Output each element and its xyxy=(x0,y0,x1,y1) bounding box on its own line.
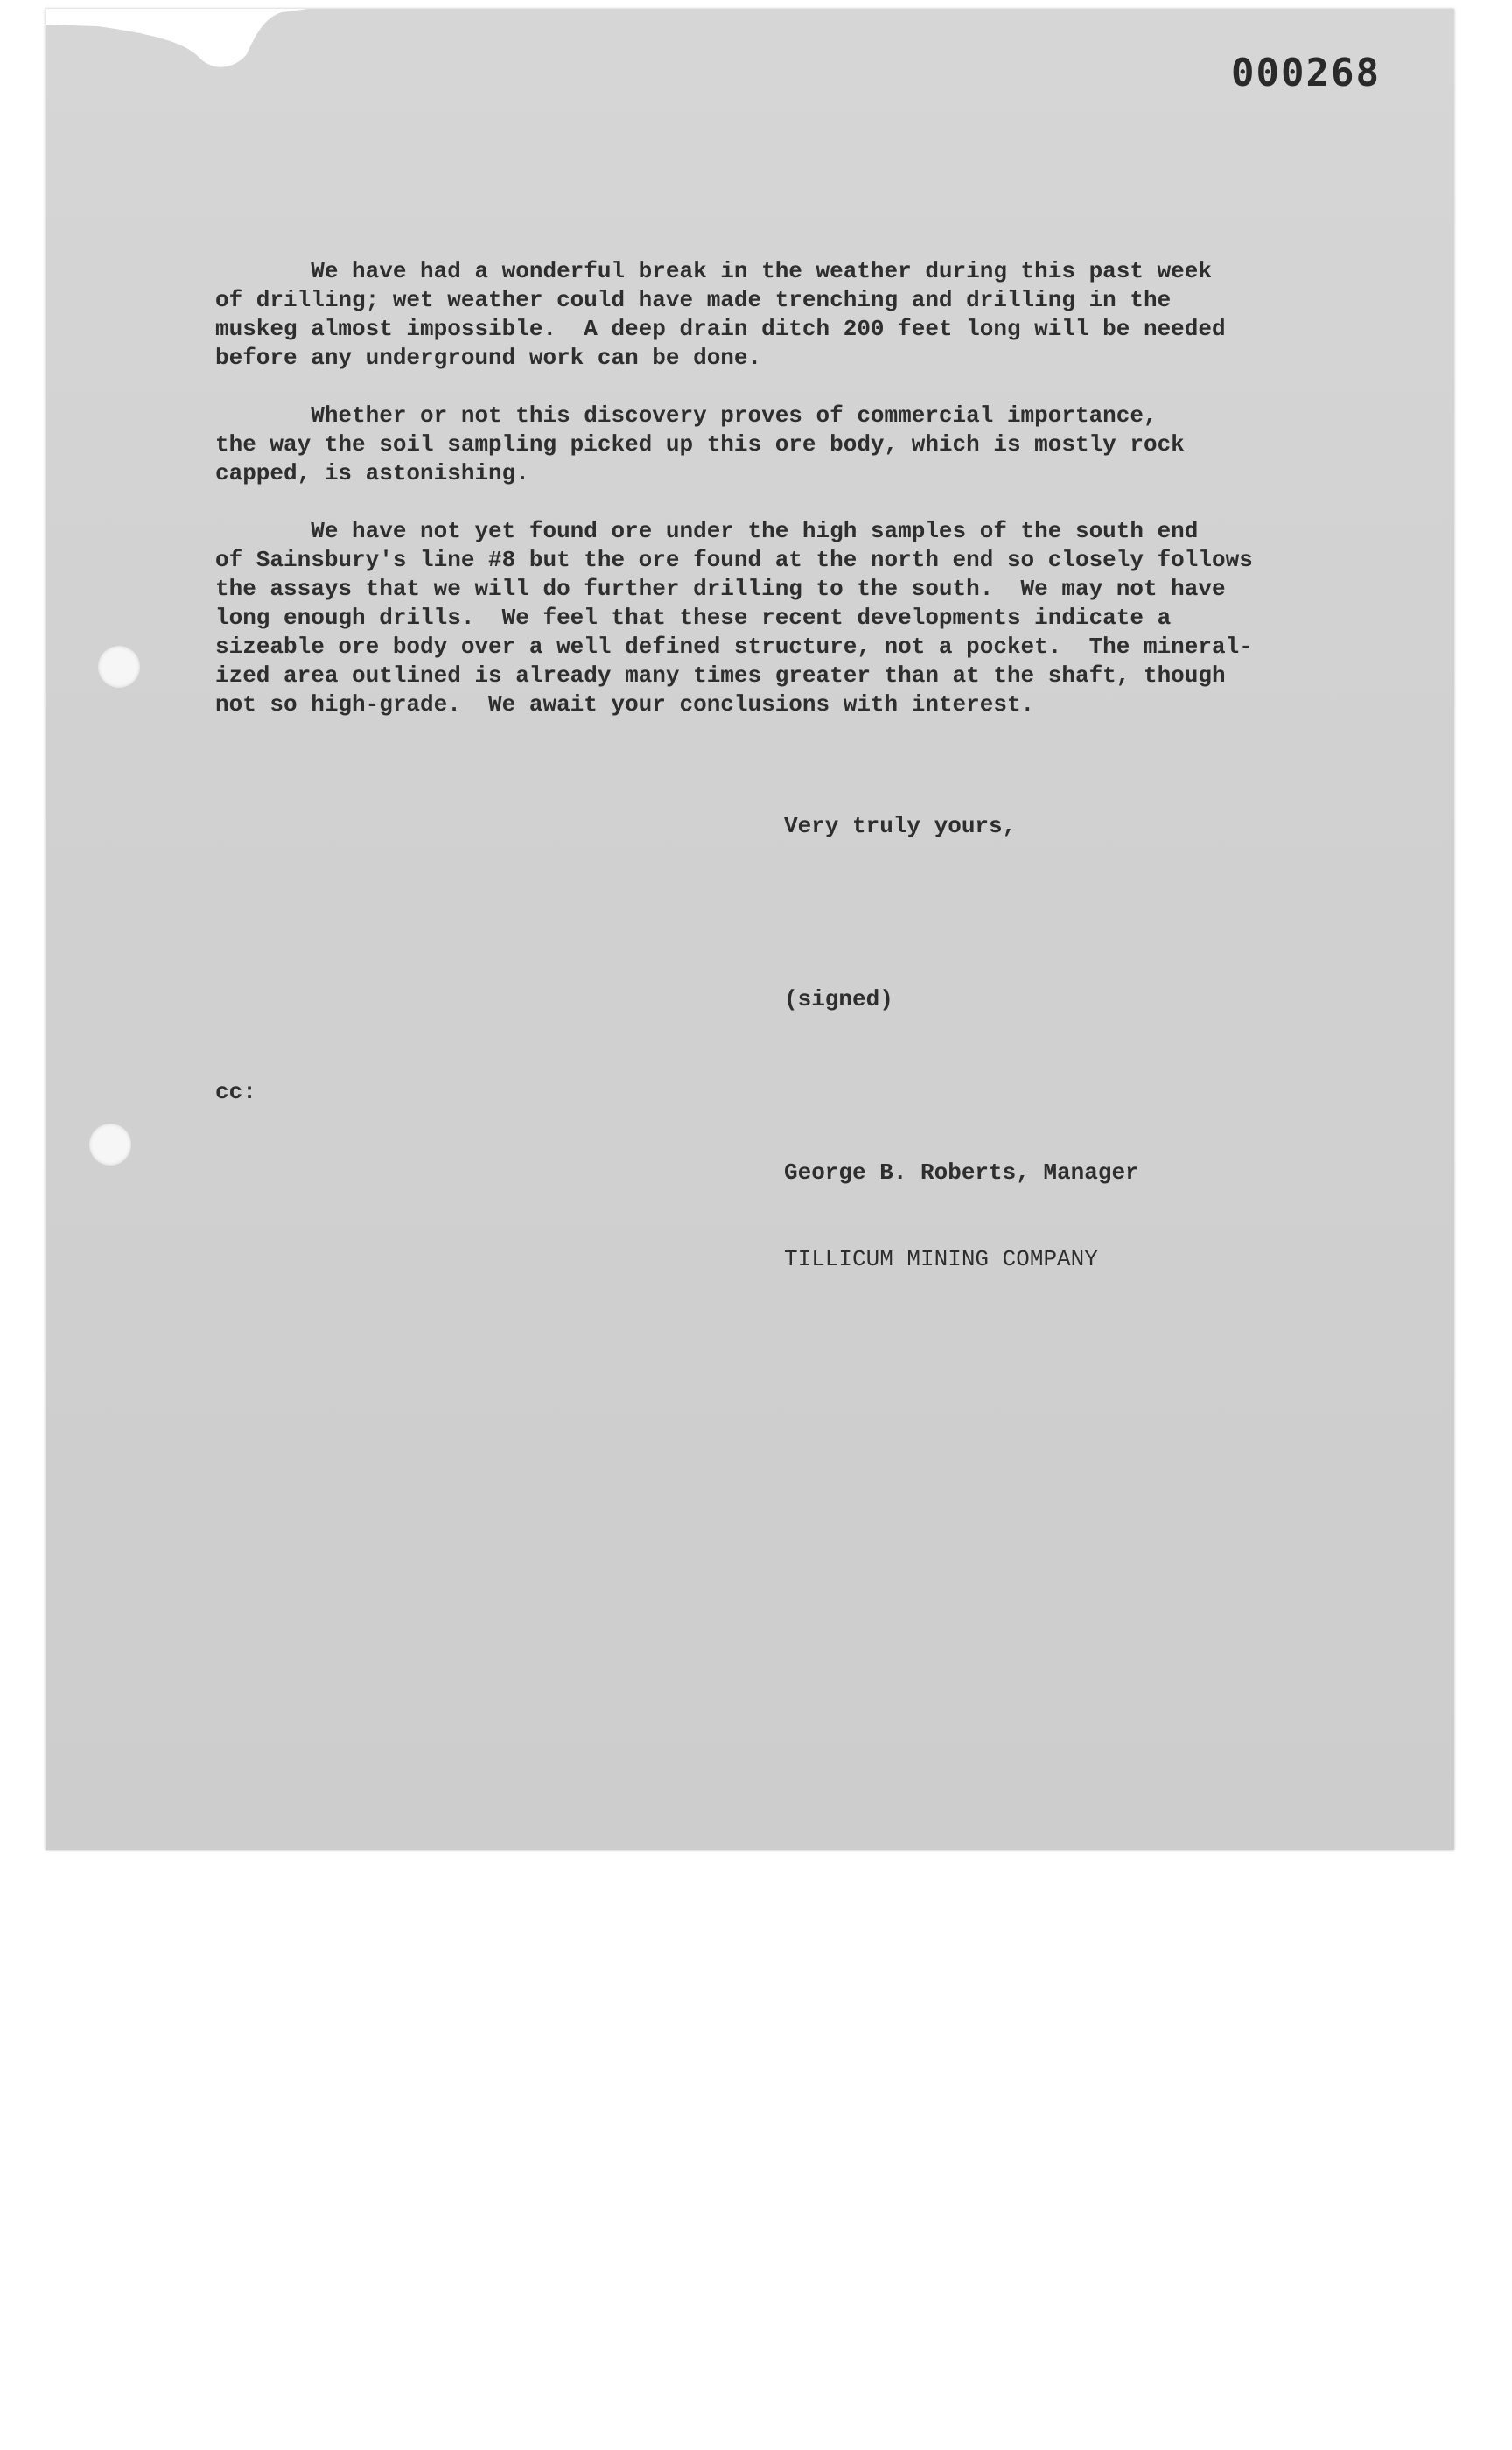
company-name: TILLICUM MINING COMPANY xyxy=(784,1246,1098,1272)
punch-hole-bottom xyxy=(89,1124,131,1166)
letter-closing xyxy=(784,754,1139,1332)
text-line: of Sainsbury's line #8 but the ore found at the north end so closely follows xyxy=(215,547,1253,573)
text-line: the assays that we will do further drilling to the south. We may not have xyxy=(215,576,1226,602)
text-line: before any underground work can be done. xyxy=(215,345,762,371)
text-line: We have not yet found ore under the high samples of the south end xyxy=(215,518,1199,544)
document-number: 000268 xyxy=(1231,51,1381,95)
salutation: Very truly yours, xyxy=(784,813,1017,839)
punch-hole-top xyxy=(98,646,140,688)
torn-corner xyxy=(46,9,308,88)
paragraph-3 xyxy=(215,517,1388,719)
signed-note: (signed) xyxy=(784,986,893,1012)
text-line: We have had a wonderful break in the weather during this past week xyxy=(215,258,1212,284)
text-line: long enough drills. We feel that these recent developments indicate a xyxy=(215,605,1172,631)
text-line: sizeable ore body over a well defined structure, not a pocket. The mineral- xyxy=(215,634,1253,660)
text-line: ized area outlined is already many times greater than at the shaft, though xyxy=(215,662,1226,689)
signer-name: George B. Roberts, Manager xyxy=(784,1159,1139,1186)
paragraph-1 xyxy=(215,257,1388,373)
cc-label: cc: xyxy=(215,1079,256,1105)
paragraph-2 xyxy=(215,402,1388,488)
spacer xyxy=(784,1072,1139,1101)
spacer xyxy=(784,899,1139,928)
text-line: muskeg almost impossible. A deep drain ditch 200 feet long will be needed xyxy=(215,316,1226,342)
letter-body xyxy=(215,257,1388,748)
text-line: not so high-grade. We await your conclusions with interest. xyxy=(215,691,1035,718)
text-line: capped, is astonishing. xyxy=(215,460,529,486)
text-line: Whether or not this discovery proves of commercial importance, xyxy=(215,402,1158,429)
text-line: of drilling; wet weather could have made trenching and drilling in the xyxy=(215,287,1172,313)
document-sheet xyxy=(46,9,1454,1850)
text-line: the way the soil sampling picked up this ore body, which is mostly rock xyxy=(215,431,1185,458)
